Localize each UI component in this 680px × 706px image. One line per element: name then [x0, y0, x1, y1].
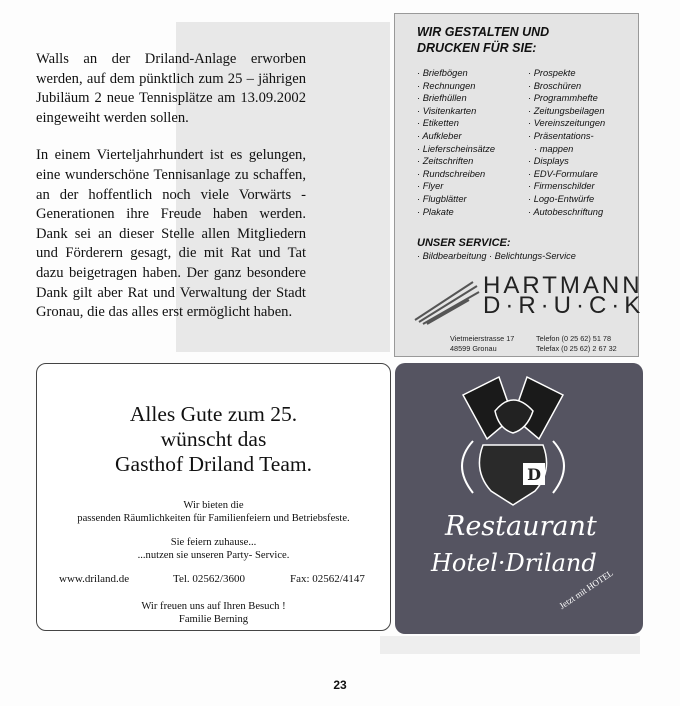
list-item: · Firmenschilder [528, 180, 605, 193]
article-paragraph-1: Walls an der Driland-Anlage erworben werden, auf dem pünktlich zum 25 – jährigen Jubiläum 2 neue Tennisplätze am 13.09.2002 eingeweiht werden sollen. [36, 51, 306, 126]
closing-line-2: Familie Berning [178, 614, 249, 625]
party-text [37, 536, 390, 562]
list-item: · Lieferscheinsätze [417, 143, 495, 156]
telephone: Tel. 02562/3600 [173, 573, 245, 585]
article-paragraph-2: In einem Vierteljahrhundert ist es gelungen, eine wunderschöne Tennisanlage zu schaffen, an der hoffentlich noch viele Vorwärts - Generationen ihre Freude haben werden. Dank sei an dieser Stelle allen Mitgliedern und Förderern gesagt, die mit Rat und Tat dazu beigetragen haben. Der ganz besondere Dank gilt aber Rat und Verwaltung der Stadt Gronau, die das alles erst ermöglicht haben. [36, 147, 306, 321]
party-line-2: ...nutzen sie unseren Party- Service. [137, 550, 290, 561]
greeting [37, 402, 390, 477]
street: Vietmeierstrasse 17 [450, 334, 515, 343]
brush-stroke-icon [413, 276, 483, 326]
gasthof-ad [36, 363, 391, 631]
list-item: · Zeitschriften [417, 155, 495, 168]
coat-of-arms-icon [443, 375, 583, 513]
offer-text [37, 499, 390, 525]
service-heading: UNSER SERVICE: [417, 237, 511, 249]
restaurant-ad [395, 363, 643, 634]
list-item: · Programmhefte [528, 92, 605, 105]
service-text: · Bildbearbeitung · Belichtungs-Service [417, 251, 576, 261]
list-item: · Broschüren [528, 80, 605, 93]
list-item: · Visitenkarten [417, 105, 495, 118]
offer-line-1: Wir bieten die [183, 500, 244, 511]
fax: Telefax (0 25 62) 2 67 32 [536, 343, 617, 353]
print-shop-ad [394, 13, 646, 357]
closing-text [37, 600, 390, 626]
list-item: · Flyer [417, 180, 495, 193]
list-item: · Flugblätter [417, 193, 495, 206]
list-item: · Briefbögen [417, 67, 495, 80]
print-ad-right-list [528, 67, 605, 218]
list-item: · Präsentations- [528, 130, 605, 143]
list-item: · Zeitungsbeilagen [528, 105, 605, 118]
hotel-tag: Jetzt mit HOTEL [557, 567, 615, 611]
list-item: · Aufkleber [417, 130, 495, 143]
offer-line-2: passenden Räumlichkeiten für Familienfeiern und Betriebsfeste. [77, 513, 350, 524]
list-item: · Briefhüllen [417, 92, 495, 105]
print-ad-address [450, 334, 514, 353]
city: 48599 Gronau [450, 343, 497, 353]
fax: Fax: 02562/4147 [290, 573, 365, 585]
hotel-title: Hotel·Driland [431, 549, 597, 577]
list-item: · Etiketten [417, 117, 495, 130]
logo-name: HARTMANN [483, 272, 643, 299]
background-ghost-bottom [380, 636, 640, 654]
greeting-line-2: wünscht das [160, 427, 267, 451]
list-item: · mappen [528, 143, 605, 156]
print-ad-heading-2: DRUCKEN FÜR SIE: [417, 41, 537, 55]
list-item: · EDV-Formulare [528, 168, 605, 181]
list-item: · Rechnungen [417, 80, 495, 93]
page-number: 23 [333, 678, 347, 692]
hartmann-logo [483, 272, 646, 319]
print-ad-heading-1: WIR GESTALTEN UND [417, 25, 550, 39]
article-text [36, 50, 306, 341]
list-item: · Rundschreiben [417, 168, 495, 181]
list-item: · Vereinszeitungen [528, 117, 605, 130]
greeting-line-3: Gasthof Driland Team. [115, 452, 312, 476]
print-ad-left-list [417, 67, 495, 218]
restaurant-title: Restaurant [445, 511, 597, 542]
logo-druck: D·R·U·C·K [483, 292, 646, 319]
crest-letter: D [527, 465, 541, 484]
phone: Telefon (0 25 62) 51 78 [536, 334, 612, 343]
list-item: · Autobeschriftung [528, 206, 605, 219]
list-item: · Prospekte [528, 67, 605, 80]
list-item: · Plakate [417, 206, 495, 219]
print-ad-phone [536, 334, 617, 353]
party-line-1: Sie feiern zuhause... [170, 537, 257, 548]
greeting-line-1: Alles Gute zum 25. [129, 402, 298, 426]
list-item: · Logo-Entwürfe [528, 193, 605, 206]
website: www.driland.de [59, 573, 130, 585]
closing-line-1: Wir freuen uns auf Ihren Besuch ! [141, 601, 286, 612]
list-item: · Displays [528, 155, 605, 168]
